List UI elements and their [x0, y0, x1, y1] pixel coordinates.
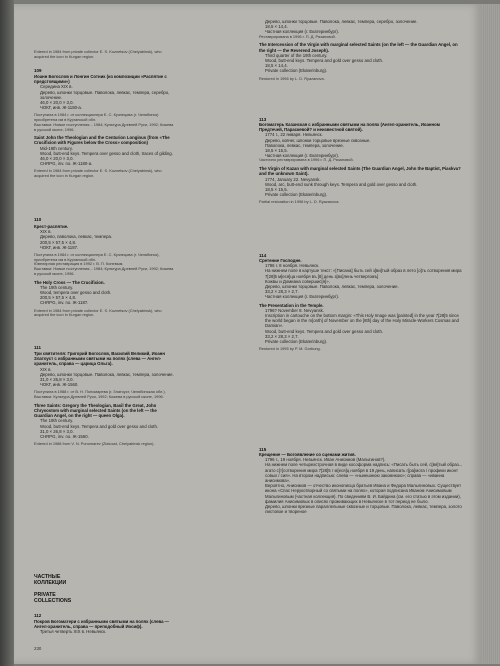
- entry-109-line-en: Mid-19th century.: [40, 145, 73, 151]
- entry-110-note: Выставки: Новые поступления... 1984; Культура Древней Руси, 1992; Кожева в русской иконе, 1996.: [34, 266, 174, 276]
- entry-number-109: 109: [34, 68, 42, 73]
- page-number: 230: [34, 646, 42, 651]
- entry-114-line: Частная коллекция (г. Екатеринбург).: [265, 294, 340, 300]
- entry-109-line-en: Wood, butt-end keys. Tempera over gesso and cloth, traces of gilding.: [40, 150, 173, 156]
- entry-112-continued: [259, 19, 464, 81]
- entry-112-line-en: Third quarter of the 19th century.: [265, 52, 328, 58]
- entry-109-note: Выставки: Новые поступления... 1984; Культура Древней Руси, 1992; Кожева в русской иконе, 1996.: [34, 121, 174, 132]
- entry-114-line: 33,2 × 28,3 × 2,7.: [265, 289, 299, 295]
- entry-112-line: Третья четверть XIX в. Невьянск.: [40, 629, 107, 635]
- entry-112-line-en: 18,5 × 14,4.: [265, 63, 288, 69]
- entry-111-title-ru: Три святителя: Григорий Богослов, Василий Великий, Иоанн Златоуст с избранными святыми на полях (слева — Ангел-хранитель, справа — царица Ольга).: [34, 351, 165, 367]
- entry-113-line: Дерево, ковчег, шпонки торцовые врезные сквозные.: [265, 137, 371, 143]
- section-heading-ru: [34, 574, 66, 586]
- entry-115-title-ru: Крещение — Богоявление со сценами жития.: [259, 452, 356, 457]
- entry-112-line: 18,5 × 14,4.: [265, 24, 288, 30]
- entry-114-line-en: 33,2 × 28,3 × 2,7.: [265, 333, 299, 339]
- entry-113-line: 18,5 × 15,5.: [265, 148, 288, 154]
- entry-111-line-en: The 19th century.: [40, 418, 74, 424]
- entry-109-line-en: CHRPG, inv. no. Ж-1180-а.: [40, 161, 93, 167]
- entry-114-line-en: Wood, butt-end keys. Tempera and gold over gesso and cloth.: [265, 328, 384, 334]
- entry-115-line: На нижнем поле четырехстрочная в виде кософорма надпись: «Писать быть сей, с[вя]тый образ... агато с[т]сотворения мира 7[28]5 г м[еся]ц ноября в 19 день, написать г[ра]мота / профеки иконт совых / сия». На втором надписью: слева — «нынешнюю закомнкою»; справа — «иванна анисимова».: [265, 462, 463, 484]
- entry-114: [259, 258, 464, 352]
- section-heading-ru-line: КОЛЛЕКЦИИ: [34, 580, 67, 587]
- entry-110-note: Ювелирная реставрация в 1992 г. В. П. Коневым.: [34, 261, 124, 267]
- entry-114-line: 1796 г. 8 ноября. Невьянск.: [265, 263, 320, 269]
- entry-114-restored-en: Restored in 1995 by P. M. Gorbung.: [259, 346, 321, 352]
- entry-110-line: XIX в.: [40, 229, 52, 235]
- section-heading-en-line: PRIVATE: [34, 592, 56, 598]
- entry-109-line: Середина XIX в.: [40, 84, 73, 90]
- entry-113-line: 1774 г., 22 января. Невьянск.: [265, 132, 323, 138]
- entry-115: [259, 452, 464, 514]
- entry-109-line-en: 46,0 × 20,0 × 3,0.: [40, 156, 74, 162]
- entry-109-line: ЧОКГ, инв. Ж-1180-а.: [40, 105, 82, 111]
- entry-115-line: 1796 г., 19 ноября. Невьянск. Иван Анисимов (Малыгинов?).: [265, 457, 386, 463]
- entry-111-line-en: 31,0 × 26,8 × 3,0.: [40, 428, 74, 434]
- entry-114-line-en: Inscription in cartouche on the bottom margin: «This Holy Image was [painted] in the year 7[28]5 since the world began in the m[onth] of November on the [8th] day of the Holy Miracle-Workers Cosmas and Damian».: [265, 313, 459, 329]
- entry-112: [34, 619, 176, 635]
- entry-113-title-en: The Virgin of Kazan with marginal selected Saints (The Guardian Angel, John the Baptist, Piaskva? and the unknown Saint).: [259, 166, 461, 177]
- entry-111-entered: Entered in 1988 from V. N. Ponomarev (Zlatoust, Chelyabinsk region).: [34, 441, 155, 447]
- entry-112-restored-ru: Реставрирована в 1996 г. П. Д. Рязановой.: [259, 33, 336, 39]
- entry-112-restored-en: Restored in 1996 by L. D. Ryazanova.: [259, 75, 325, 81]
- entry-114-line: На нижнем поле в картуше текст: «[Писана] быть сей з[ви]тый образ в лето [о]ть сотворения мира 7[28]5 м[еся]ца ноября въ [8] день з[во]лень четвергомъ]: [265, 268, 462, 279]
- entry-111-line: XIX в.: [40, 366, 52, 372]
- entry-112-line: Частная коллекция (г. Екатеринбург).: [265, 29, 340, 35]
- entry-109-line: Дерево, шпонки торцовые. Паволока, левкас, темпера, серебро, золочение.: [40, 89, 170, 100]
- entry-110-line-en: 200,5 × 57,5 × 4,8.: [40, 295, 77, 301]
- entry-113-title-ru: Богоматерь Казанская с избранными святыми на полях (Ангел-хранитель, Иоанном Предтечей, Параскевой? и неизвестной святой).: [259, 122, 440, 133]
- entry-111-note: Выставки: Культура Древней Руси, 1992; Кожева в русской иконе, 1996.: [34, 394, 164, 400]
- entry-109-line: 46,0 × 20,0 × 3,0.: [40, 100, 74, 106]
- entry-113-line-en: 1774, January 22. Nevyansk.: [265, 176, 321, 182]
- entry-112-title-en: The Intercession of the Virgin with marginal selected Saints (on the left — the Guardian Angel, on the right — the Reverend Joseph).: [259, 42, 458, 53]
- entry-number-111: 111: [34, 345, 42, 350]
- entry-112-line-en: Private collection (Ekaterinburg).: [265, 68, 328, 74]
- section-heading-en-line: COLLECTIONS: [34, 598, 72, 605]
- page-edge: [482, 4, 500, 664]
- entry-114-title-ru: Сретение Господне.: [259, 258, 302, 263]
- entry-111-title-en: Three Saints: Gregory the Theologian, Basil the Great, John Chrysostom with marginal selected Saints (on the left — the Guardian Angel, on the right — queen Olga).: [34, 402, 157, 419]
- entry-113-line: Паволока, левкас, темпера, золочение.: [265, 142, 344, 148]
- entry-112-line-en: Wood, butt-end keys. Tempera and gold over gesso and cloth.: [265, 57, 384, 63]
- entry-112-title-ru: Покров Богоматери с избранными святыми на полях (слева — Ангел-хранитель, справа — преподобный Иосиф).: [34, 619, 169, 630]
- book-page: [14, 4, 482, 664]
- entry-109-note: Поступила в 1984 г. от коллекционера Е. С. Кузнецова (г. Челябинск) приобретена им в Курганской обл.: [34, 112, 159, 123]
- entry-111: [34, 351, 176, 447]
- entry-111-line-en: CHRPG, inv. no. Ж-1560.: [40, 434, 89, 440]
- entry-115-line: Вероятно, Анисимов — отчество иконописца братьев Ивана и Федора Малыгиновых. Существует икона «Спас Нерукотворный со святыми на полях», которая подписана Иваном Анисимовым Малыгиновым (частная коллекция). По сведениям В. И. Байдина (см. его статью в этом издании), фамилия Анисимовых в описях проживающих в Невьянске в тот период не было.: [265, 483, 462, 504]
- entry-109: [34, 74, 176, 179]
- book-spine: [0, 0, 14, 666]
- entry-110: [34, 224, 176, 318]
- entry-113: [259, 122, 464, 205]
- entry-110-note: Поступила в 1984 г. от коллекционера Е. С. Кузнецова (г. Челябинск), приобретена им в Курганской обл.: [34, 252, 160, 262]
- entry-113-restored-en: Partial restoration in 1996 by L. D. Ryazanova.: [259, 199, 340, 205]
- entry-110-line: Дерево, паволока, левкас, темпера.: [40, 234, 113, 240]
- entry-112-line: Дерево, шпонки торцовые. Паволока, левкас, темпера, серебро, золочение.: [265, 19, 418, 24]
- entry-number-110: 110: [34, 217, 42, 222]
- entry-113-line-en: Private collection (Ekaterinburg).: [265, 192, 328, 198]
- entry-111-line: Дерево, шпонки торцовые. Паволока, левкас, темпера, золочение.: [40, 371, 174, 377]
- entry-111-line-en: Wood, butt-end keys. Tempera and gold over gesso and cloth.: [40, 423, 159, 429]
- entry-110-title-ru: Крест-распятие.: [34, 224, 69, 229]
- section-heading-en: [34, 592, 71, 604]
- entry-109-title-en: Saint John the Theologian and the Centurion Longinus (from «The Crucifixion with Figures below the Cross» composition): [34, 135, 170, 146]
- entry-114-line: Дерево, шпонки торцовые. Паволока, левкас, темпера, золочение.: [265, 284, 399, 290]
- entry-number-112: 112: [34, 613, 42, 618]
- entry-114-line: Кожвы и Домиана совершис[я]».: [265, 278, 330, 284]
- entry-110-line-en: CHRPG, inv. no. Ж-1187.: [40, 300, 89, 306]
- entry-110-line-en: Wood, tempera over gesso and cloth.: [40, 289, 112, 295]
- entry-110-title-en: The Holy Cross — The Crucifixion.: [34, 279, 105, 285]
- entry-110-line: ЧОКГ, инв. Ж-1187.: [40, 244, 79, 250]
- entry-110-line-en: The 19th century.: [40, 284, 74, 290]
- entry-113-line: Частная коллекция (г. Екатеринбург).: [265, 153, 340, 159]
- entry-115-line: Дерево, шпонки врезные параллельные сквозные и торцовые. Паволока, левкас, темпера, золото листовое и твореное: [265, 504, 462, 515]
- entry-113-line-en: 18,5 × 15,5.: [265, 186, 288, 192]
- entry-111-line: ЧОКГ, инв. Ж-1560.: [40, 382, 79, 388]
- section-heading-ru-line: ЧАСТНЫЕ: [34, 574, 61, 580]
- entry-110-entered: Entered in 1984 from private collector E. S. Kuznetsov (Chelyabinsk), who acquired the icon in Kurgan region.: [34, 307, 162, 318]
- entry-109-title-ru: Иоанн Богослов и Лонгин Сотник (из композиции «Распятие с предстоящими»): [34, 74, 167, 85]
- entry-109-entered: Entered in 1984 from private collector E. S. Kuznetsov (Chelyabinsk), who acquired the icon in Kurgan region.: [34, 168, 162, 179]
- entry-111-line: 31,0 × 26,8 × 3,0.: [40, 377, 74, 383]
- entry-number-113: 113: [259, 117, 267, 122]
- entry-number-114: 114: [259, 253, 267, 258]
- entry-113-restored-ru: Частично реставрирована в 1996 г. П. Д. Рязановой.: [259, 157, 354, 163]
- entry-114-line-en: 1796? November 8. Nevyansk.: [265, 307, 324, 313]
- intro-note: Entered in 1984 from private collector E. S. Kuznetsov (Chelyabinsk), who acquired the icon in Kurgan region.: [34, 49, 162, 59]
- entry-110-line: 200,5 × 57,5 × 4,8.: [40, 239, 77, 245]
- entry-114-title-en: The Presentation in the Temple.: [259, 302, 324, 308]
- entry-113-line-en: Wood, arc, butt-end sunk through keys. Tempera and gold over gesso and cloth.: [265, 181, 418, 187]
- entry-111-note: Поступила в 1988 г. от В. Н. Пономарева (г. Златоуст, Челябинская обл.).: [34, 389, 166, 395]
- entry-number-115: 115: [259, 447, 267, 452]
- entry-114-line-en: Private collection (Ekaterinburg).: [265, 339, 328, 345]
